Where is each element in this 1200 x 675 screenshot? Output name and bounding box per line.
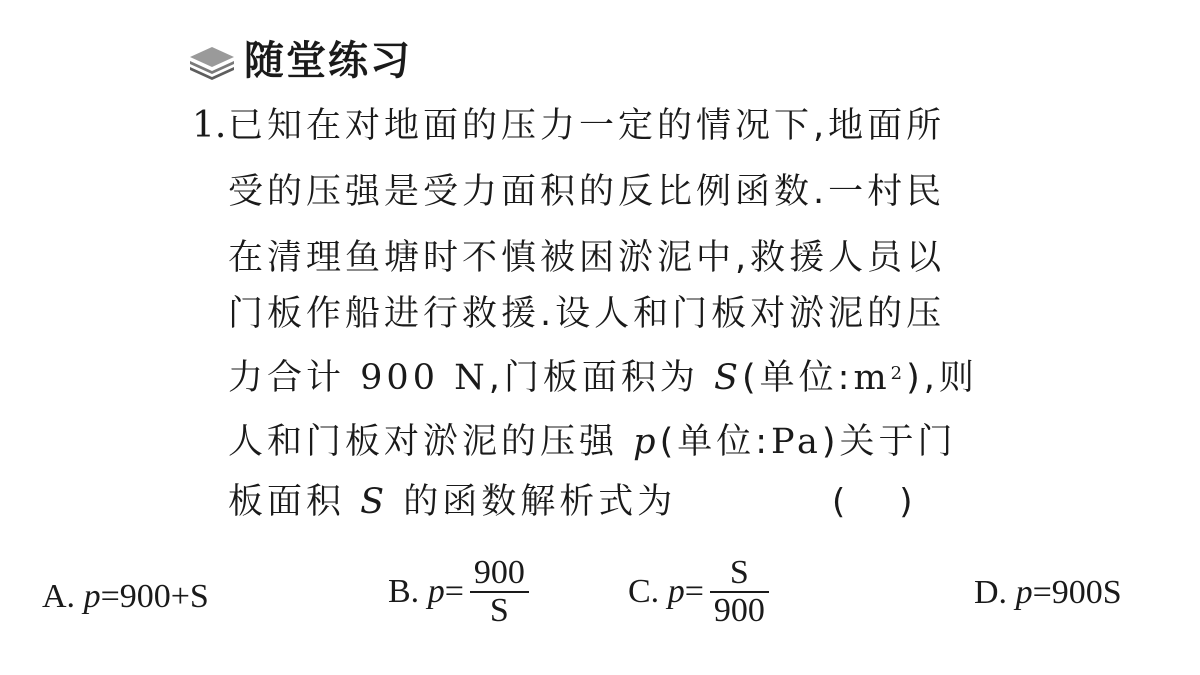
variable-p: p: [427, 573, 445, 610]
text-segment: 力合计: [228, 358, 346, 398]
question-line-5: [228, 356, 978, 400]
equals-sign: =: [444, 573, 464, 610]
question-number: 1.: [192, 105, 227, 146]
option-b[interactable]: [388, 555, 529, 629]
option-expression: =900+S: [100, 578, 209, 615]
option-d[interactable]: [974, 574, 1122, 612]
numerator: 900: [473, 554, 525, 591]
numerator: S: [729, 554, 749, 591]
unit-exponent: 2: [890, 363, 907, 384]
variable-p: p: [1015, 574, 1033, 611]
option-letter: B.: [388, 573, 420, 610]
text-segment: 的函数解析式为: [403, 482, 677, 522]
fraction: [470, 555, 529, 629]
option-a[interactable]: [42, 578, 209, 616]
section-title: 随堂练习: [244, 38, 412, 84]
unit-pa: Pa: [771, 422, 822, 462]
option-c[interactable]: [628, 555, 769, 629]
text-segment: (单位:: [659, 422, 772, 462]
option-letter: C.: [628, 573, 660, 610]
text-segment: 人和门板对淤泥的压强: [228, 422, 619, 462]
text-segment: ),则: [906, 358, 978, 398]
question-line-1: 已知在对地面的压力一定的情况下,地面所: [228, 106, 946, 146]
variable-s: S: [360, 482, 389, 522]
text-segment: )关于门: [821, 422, 957, 462]
section-header: [188, 36, 412, 86]
text-segment: (单位:: [741, 358, 854, 398]
answer-blank[interactable]: ( ): [832, 482, 913, 522]
question-line-3: 在清理鱼塘时不慎被困淤泥中,救援人员以: [228, 238, 946, 278]
option-letter: A.: [42, 578, 76, 615]
denominator: S: [489, 592, 509, 629]
option-letter: D.: [974, 574, 1008, 611]
denominator: 900: [713, 592, 765, 629]
equals-sign: =: [684, 573, 704, 610]
variable-p: p: [667, 573, 685, 610]
text-segment: ,门板面积为: [488, 358, 699, 398]
variable-p: p: [633, 422, 660, 462]
fraction: [710, 555, 769, 629]
text-segment: 板面积: [228, 482, 346, 522]
option-expression: =900S: [1032, 574, 1122, 611]
unit-m: m: [853, 358, 891, 398]
stacked-layers-icon: [188, 41, 236, 81]
question-line-4: 门板作船进行救援.设人和门板对淤泥的压: [228, 294, 946, 334]
force-value: 900 N: [360, 358, 489, 398]
variable-s: S: [714, 358, 742, 398]
question-line-2: 受的压强是受力面积的反比例函数.一村民: [228, 172, 946, 212]
variable-p: p: [83, 578, 101, 615]
question-line-6: [228, 420, 957, 464]
